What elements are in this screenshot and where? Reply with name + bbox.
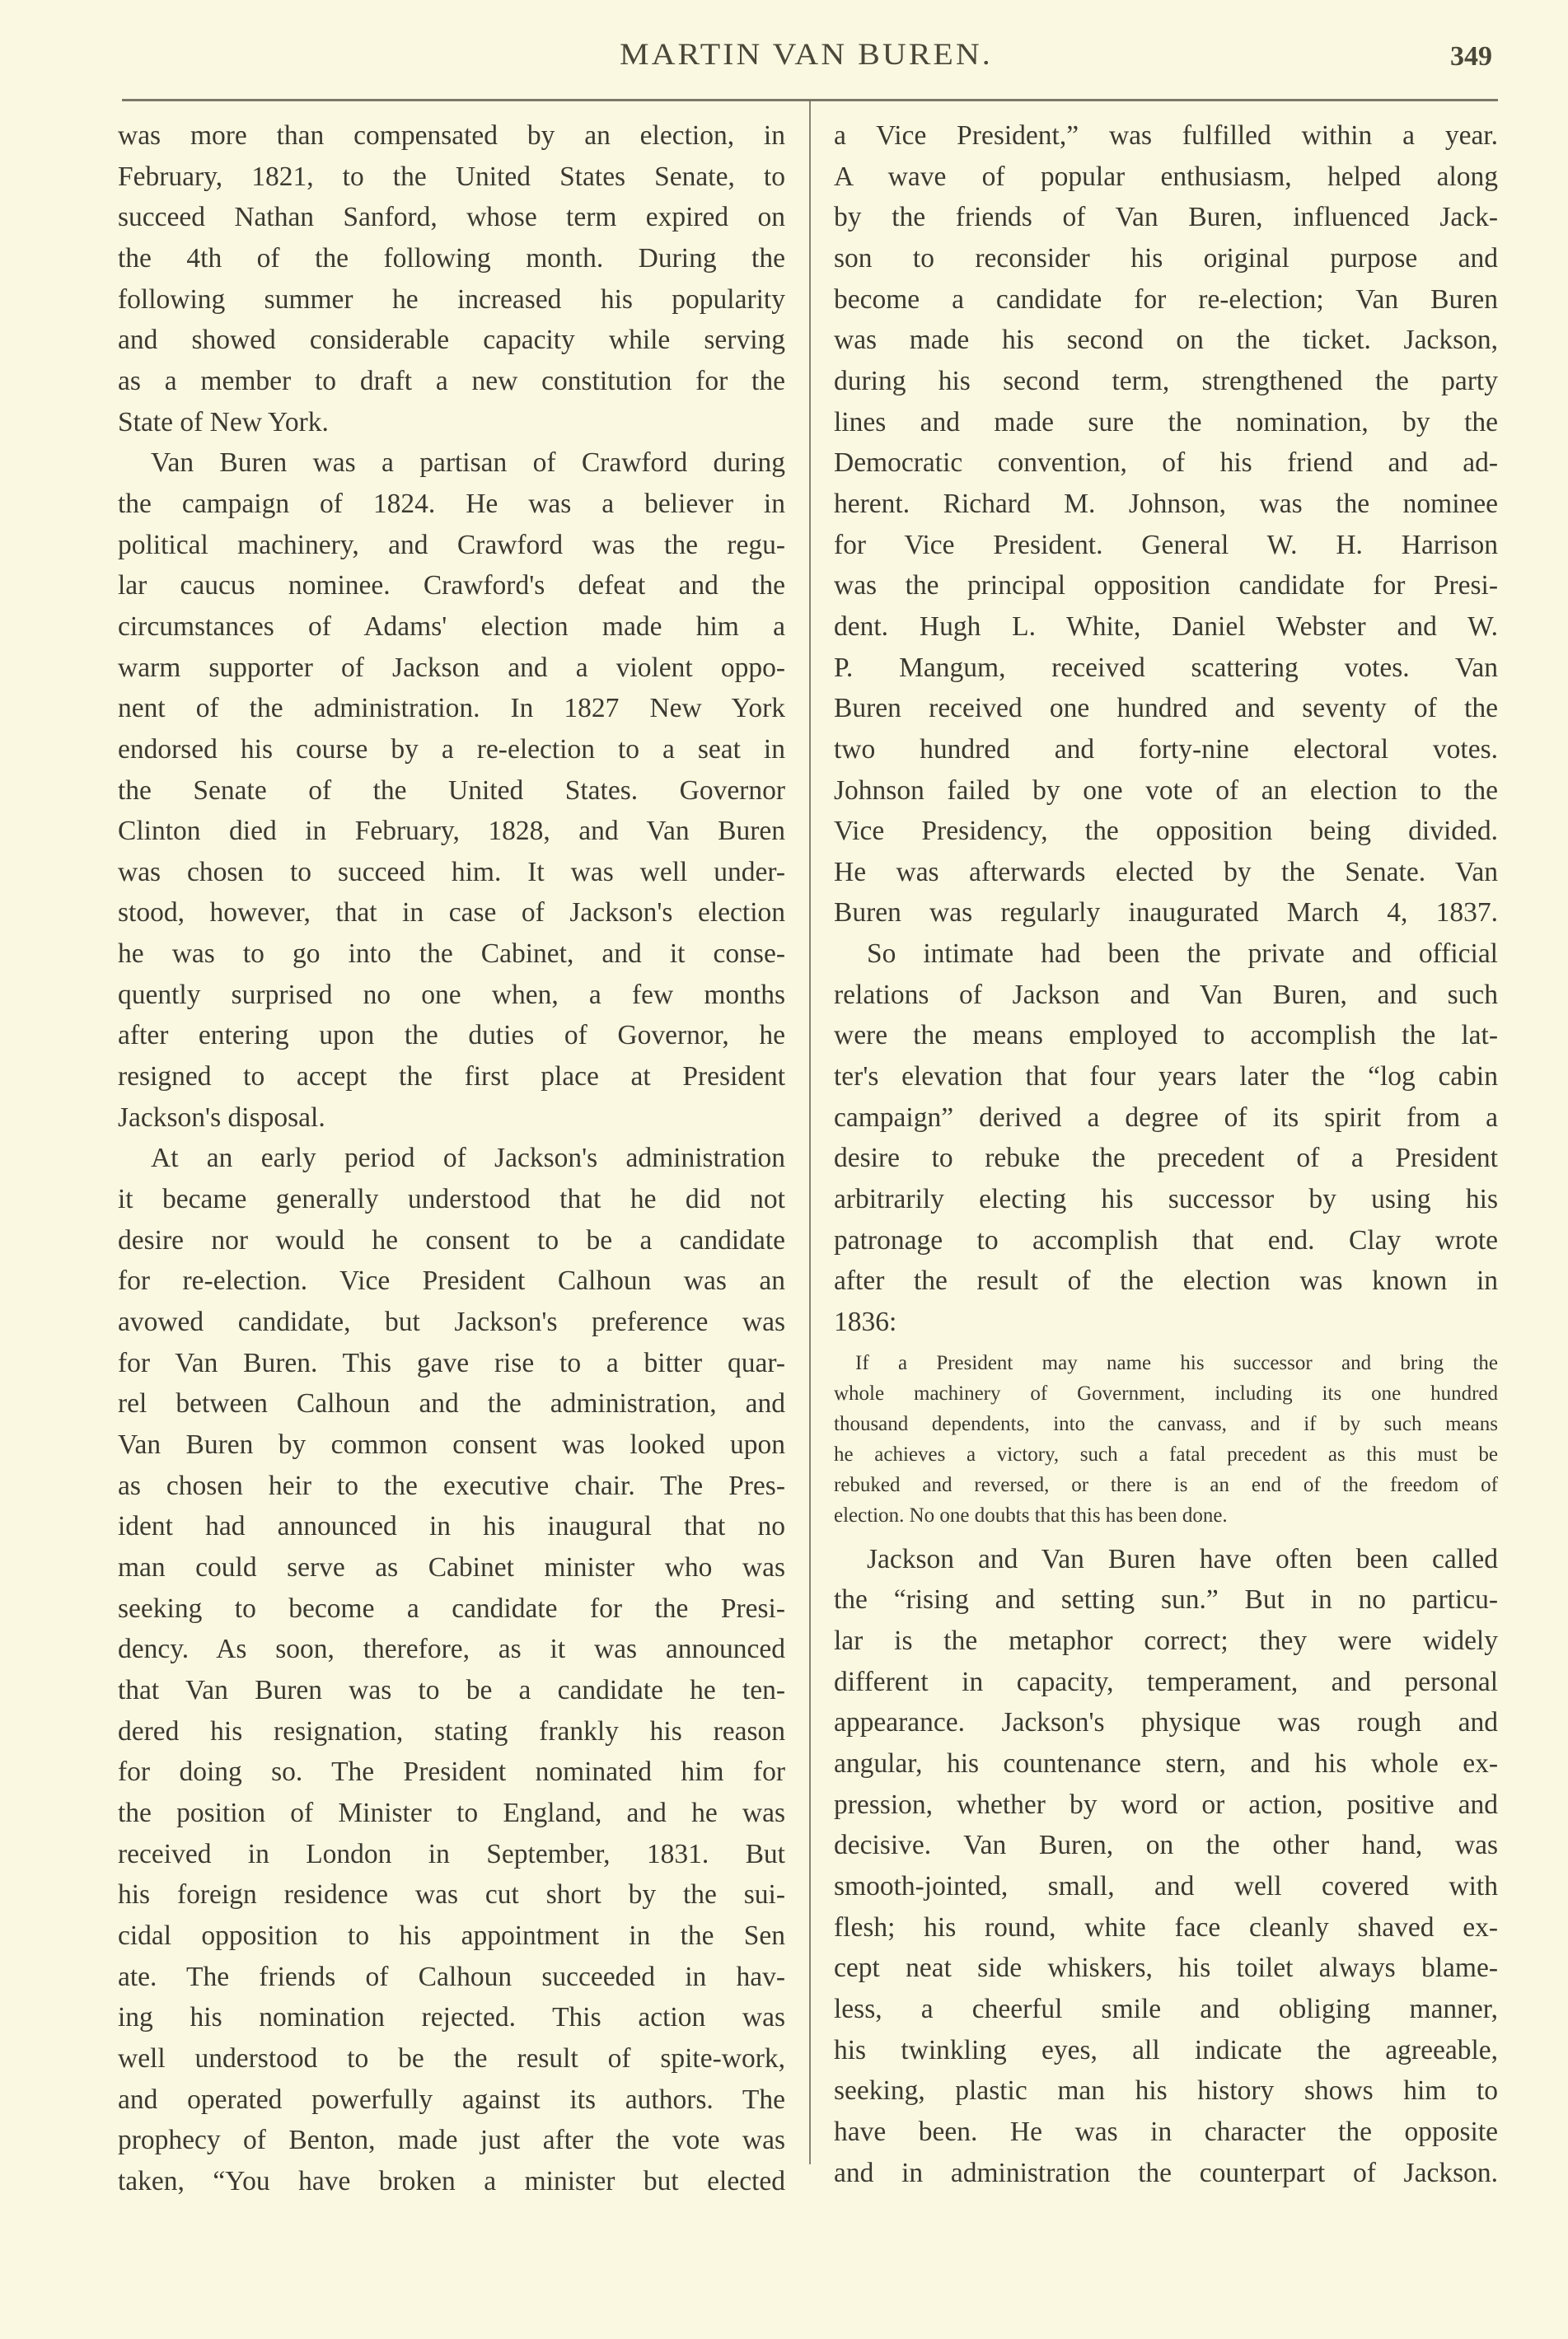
text-line: cidal opposition to his appointment in the Sen (118, 1920, 785, 1951)
text-line: was chosen to succeed him. It was well under- (118, 856, 785, 887)
text-line: P. Mangum, received scattering votes. Van (834, 652, 1498, 683)
text-line: stood, however, that in case of Jackson's election (118, 897, 785, 929)
quote-line: rebuked and reversed, or there is an end of the freedom of (834, 1473, 1498, 1496)
text-line: rel between Calhoun and the administration, and (118, 1388, 785, 1420)
text-line: his twinkling eyes, all indicate the agreeable, (834, 2034, 1498, 2065)
text-line: was more than compensated by an election, in (118, 120, 785, 151)
text-line: less, a cheerful smile and obliging manner, (834, 1993, 1498, 2024)
text-line: Jackson's disposal. (118, 1102, 325, 1133)
text-line: ter's elevation that four years later the “log cabin (834, 1061, 1498, 1092)
text-line: political machinery, and Crawford was the regu- (118, 529, 785, 560)
column-divider (809, 101, 811, 2164)
text-line: warm supporter of Jackson and a violent oppo- (118, 652, 785, 683)
text-line: by the friends of Van Buren, influenced Jack- (834, 202, 1498, 233)
text-line: lines and made sure the nomination, by the (834, 406, 1498, 437)
text-line: A wave of popular enthusiasm, helped along (834, 161, 1498, 192)
text-line: dency. As soon, therefore, as it was announced (118, 1634, 785, 1665)
text-line: Buren was regularly inaugurated March 4, 1837. (834, 897, 1498, 929)
text-line: ate. The friends of Calhoun succeeded in hav- (118, 1961, 785, 1992)
text-line: well understood to be the result of spite-work, (118, 2042, 785, 2074)
text-line: ing his nomination rejected. This action was (118, 2002, 785, 2033)
text-line: dered his resignation, stating frankly his reason (118, 1715, 785, 1747)
text-line: two hundred and forty-nine electoral votes. (834, 733, 1498, 765)
text-line: succeed Nathan Sanford, whose term expired on (118, 202, 785, 233)
text-line: Vice Presidency, the opposition being divided. (834, 816, 1498, 847)
paragraph-start-line: At an early period of Jackson's administration (151, 1143, 785, 1174)
text-line: the position of Minister to England, and he was (118, 1797, 785, 1828)
text-line: the 4th of the following month. During the (118, 242, 785, 274)
text-line: pression, whether by word or action, positive and (834, 1789, 1498, 1820)
text-line: for Vice President. General W. H. Harrison (834, 529, 1498, 560)
text-line: and in administration the counterpart of Jackson. (834, 2157, 1498, 2188)
paragraph-start-line: Van Buren was a partisan of Crawford during (151, 447, 785, 479)
text-line: desire nor would he consent to be a candidate (118, 1224, 785, 1256)
text-line: son to reconsider his original purpose and (834, 242, 1498, 274)
text-line: angular, his countenance stern, and his whole ex- (834, 1747, 1498, 1779)
text-line: after the result of the election was known in (834, 1265, 1498, 1297)
text-line: avowed candidate, but Jackson's preference was (118, 1307, 785, 1338)
text-line: during his second term, strengthened the party (834, 365, 1498, 396)
text-line: relations of Jackson and Van Buren, and such (834, 979, 1498, 1010)
text-line: following summer he increased his popularity (118, 283, 785, 315)
text-line: seeking to become a candidate for the Presi- (118, 1593, 785, 1624)
text-line: ident had announced in his inaugural that no (118, 1511, 785, 1542)
text-line: different in capacity, temperament, and personal (834, 1666, 1498, 1697)
text-line: it became generally understood that he did not (118, 1184, 785, 1215)
text-line: man could serve as Cabinet minister who was (118, 1551, 785, 1583)
paragraph-start-line: Jackson and Van Buren have often been called (867, 1543, 1498, 1574)
text-line: resigned to accept the first place at President (118, 1061, 785, 1092)
text-line: he was to go into the Cabinet, and it conse- (118, 938, 785, 970)
text-line: the “rising and setting sun.” But in no particu- (834, 1584, 1498, 1616)
text-line: have been. He was in character the opposite (834, 2116, 1498, 2147)
text-line: the Senate of the United States. Governor (118, 774, 785, 806)
text-line: campaign” derived a degree of its spirit from a (834, 1102, 1498, 1133)
text-line: decisive. Van Buren, on the other hand, was (834, 1830, 1498, 1861)
quote-line: he achieves a victory, such a fatal precedent as this must be (834, 1443, 1498, 1466)
text-line: and showed considerable capacity while serving (118, 325, 785, 356)
text-line: after entering upon the duties of Governor, he (118, 1020, 785, 1051)
text-line: lar is the metaphor correct; they were widely (834, 1626, 1498, 1656)
quote-line: If a President may name his successor and bring the (855, 1351, 1498, 1374)
text-line: the campaign of 1824. He was a believer in (118, 488, 785, 519)
text-line: nent of the administration. In 1827 New York (118, 693, 785, 724)
page-running-title: MARTIN VAN BUREN. (620, 36, 993, 72)
text-line: taken, “You have broken a minister but elected (118, 2165, 785, 2196)
text-line: his foreign residence was cut short by the sui- (118, 1879, 785, 1911)
text-line: flesh; his round, white face cleanly shaved ex- (834, 1911, 1498, 1943)
text-line: Democratic convention, of his friend and ad- (834, 447, 1498, 479)
text-line: smooth-jointed, small, and well covered with (834, 1870, 1498, 1902)
text-line: circumstances of Adams' election made him a (118, 610, 785, 642)
text-line: for re-election. Vice President Calhoun was an (118, 1265, 785, 1297)
text-line: that Van Buren was to be a candidate he ten- (118, 1674, 785, 1705)
text-line: dent. Hugh L. White, Daniel Webster and W. (834, 610, 1498, 642)
text-line: February, 1821, to the United States Senate, to (118, 161, 785, 192)
text-line: desire to rebuke the precedent of a President (834, 1143, 1498, 1174)
text-line: endorsed his course by a re-election to a seat in (118, 733, 785, 765)
text-line: Buren received one hundred and seventy of the (834, 693, 1498, 724)
quote-line: thousand dependents, into the canvass, and if by such means (834, 1412, 1498, 1435)
right-column (834, 115, 1498, 2193)
text-line: were the means employed to accomplish the lat- (834, 1020, 1498, 1051)
text-line: seeking, plastic man his history shows him to (834, 2075, 1498, 2107)
text-line: patronage to accomplish that end. Clay wrote (834, 1224, 1498, 1256)
text-line: State of New York. (118, 406, 329, 437)
text-line: appearance. Jackson's physique was rough and (834, 1707, 1498, 1738)
text-line: for doing so. The President nominated him for (118, 1757, 785, 1788)
text-line: 1836: (834, 1307, 897, 1338)
text-line: as chosen heir to the executive chair. The Pres- (118, 1470, 785, 1501)
text-line: prophecy of Benton, made just after the vote was (118, 2125, 785, 2156)
text-line: received in London in September, 1831. But (118, 1838, 785, 1869)
text-line: herent. Richard M. Johnson, was the nominee (834, 488, 1498, 519)
block-quote (834, 1343, 1498, 1539)
text-line: quently surprised no one when, a few months (118, 979, 785, 1010)
text-line: Johnson failed by one vote of an election to the (834, 774, 1498, 806)
quote-line: whole machinery of Government, including its one hundred (834, 1382, 1498, 1405)
text-line: Van Buren by common consent was looked upon (118, 1429, 785, 1460)
text-line: Clinton died in February, 1828, and Van Buren (118, 816, 785, 847)
text-line: and operated powerfully against its authors. The (118, 2084, 785, 2115)
text-line: for Van Buren. This gave rise to a bitter quar- (118, 1347, 785, 1378)
text-line: arbitrarily electing his successor by using his (834, 1184, 1498, 1215)
text-line: He was afterwards elected by the Senate. Van (834, 856, 1498, 887)
text-line: become a candidate for re-election; Van Buren (834, 283, 1498, 315)
text-line: as a member to draft a new constitution for the (118, 365, 785, 396)
left-column (118, 115, 785, 2201)
paragraph-start-line: So intimate had been the private and official (867, 938, 1498, 970)
text-line: was the principal opposition candidate for Presi- (834, 570, 1498, 601)
page-number: 349 (1450, 41, 1492, 72)
text-line: cept neat side whiskers, his toilet always blame- (834, 1953, 1498, 1984)
text-line: was made his second on the ticket. Jackson, (834, 325, 1498, 356)
text-line: lar caucus nominee. Crawford's defeat and the (118, 570, 785, 601)
quote-line: election. No one doubts that this has been done. (834, 1504, 1228, 1527)
text-line: a Vice President,” was fulfilled within a year. (834, 120, 1498, 151)
